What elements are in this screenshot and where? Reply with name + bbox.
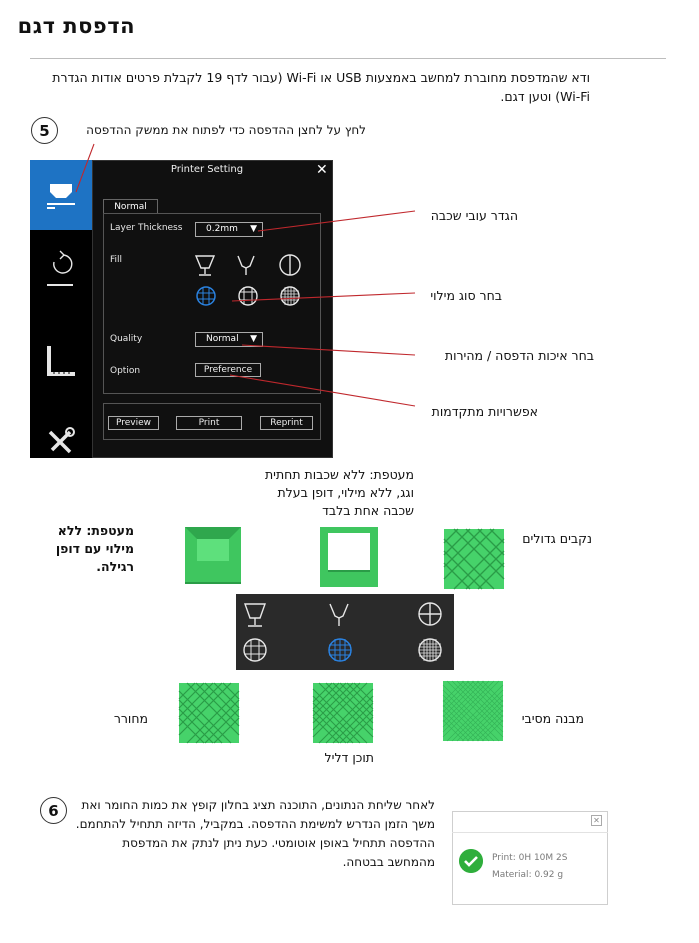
layer-thickness-label: Layer Thickness [110,223,183,233]
popup-close-icon[interactable]: ✕ [591,815,602,826]
printer-setting-title: Printer Setting [170,164,244,175]
fill-callout-line [232,293,415,301]
large-holes-cube-image [443,528,505,590]
page-title: הדפסת דגם [17,14,135,38]
checkmark-icon [459,849,483,873]
shell-hollow-description [265,466,414,520]
fiber-cube-image [442,680,504,742]
preview-button[interactable]: Preview [108,416,159,430]
tab-normal[interactable]: Normal [103,199,158,214]
sparse-cube-image [312,682,374,744]
step5-pointer-line [76,144,94,192]
chevron-down-icon: ▼ [250,224,257,234]
large-holes-label: נקבים גדולים [522,531,592,546]
shell-line3: רגילה. [96,559,134,574]
hollow-glass-icon [330,604,348,626]
step-6-text: לאחר שליחת הנתונים, התוכנה תציג בחלון קופץ את כמות החומר ואת משך הזמן הנדרש למשימת ההדפסה. במקביל, הדיזה תתחיל להתחמם. ההדפסה תתחיל באופן אוטומטי. כעת ניתן לנתק את המדפסת מהמחשב בבטחה. [75,798,435,869]
layer-callout-line [258,211,415,231]
shell-glass-icon [245,604,265,626]
hollow-label: מחורר [113,711,148,726]
reprint-button[interactable]: Reprint [260,416,313,430]
layer-thickness-value: 0.2mm [206,224,238,234]
chevron-down-icon: ▼ [250,334,257,344]
callout-layer: הגדר עובי שכבה [430,208,518,223]
print-button[interactable]: Print [176,416,242,430]
shell-hollow-line2: וגג, ללא מילוי, דופן בעלת [277,485,414,500]
callout-quality: בחר איכות הדפסה / מהירות [444,348,594,363]
step-5-number: 5 [31,117,58,144]
large-holes-icon [419,603,441,625]
print-time: Print: 0H 10M 2S [492,853,568,863]
shell-hollow-line3: שכבה אחת בלבד [322,503,414,518]
preference-button[interactable]: Preference [195,363,261,377]
sparse-fill-icon-selected [329,639,351,661]
callout-lines [0,140,699,430]
shell-line1: מעטפת: ללא [57,523,134,538]
hollow-cube-image [178,682,240,744]
callout-fill: בחר סוג מילוי [430,288,502,303]
title-divider [30,58,666,59]
close-icon[interactable]: ✕ [316,162,328,178]
intro-paragraph: ודא שהמדפסת מחוברת למחשב באמצעות USB או Wi-Fi (עבור לדף 19 לקבלת פרטים אודות הגדרת Wi-Fi) וטען דגם. [52,70,590,104]
material-amount: Material: 0.92 g [492,870,564,880]
step-6-number: 6 [40,797,67,824]
sparse-label: תוכן דליל [324,750,374,765]
fill-label: Fill [110,255,123,265]
step-5-text: לחץ על לחצן ההדפסה כדי לפתוח את ממשק ההדפסה [86,123,366,137]
tools-icon[interactable] [50,428,74,452]
quality-value: Normal [206,334,239,344]
quality-callout-line [242,345,415,355]
shell-hollow-line1: מעטפת: ללא שכבות תחתית [264,467,414,482]
option-label: Option [110,366,141,376]
callout-advanced: אפשרויות מתקדמות [431,404,538,419]
popup-titlebar [452,811,608,833]
quality-label: Quality [110,334,143,344]
fiber-fill-icon [419,639,441,661]
shell-line2: מילוי עם דופן [55,541,134,556]
shell-hollow-cube-image [318,523,380,589]
advanced-callout-line [230,375,415,406]
hollow-fill-icon [244,639,266,661]
fill-type-bar-icons [236,594,454,670]
shell-description [56,522,134,576]
shell-cube-image [183,523,243,585]
fiber-label: מבנה מסיבי [521,711,584,726]
